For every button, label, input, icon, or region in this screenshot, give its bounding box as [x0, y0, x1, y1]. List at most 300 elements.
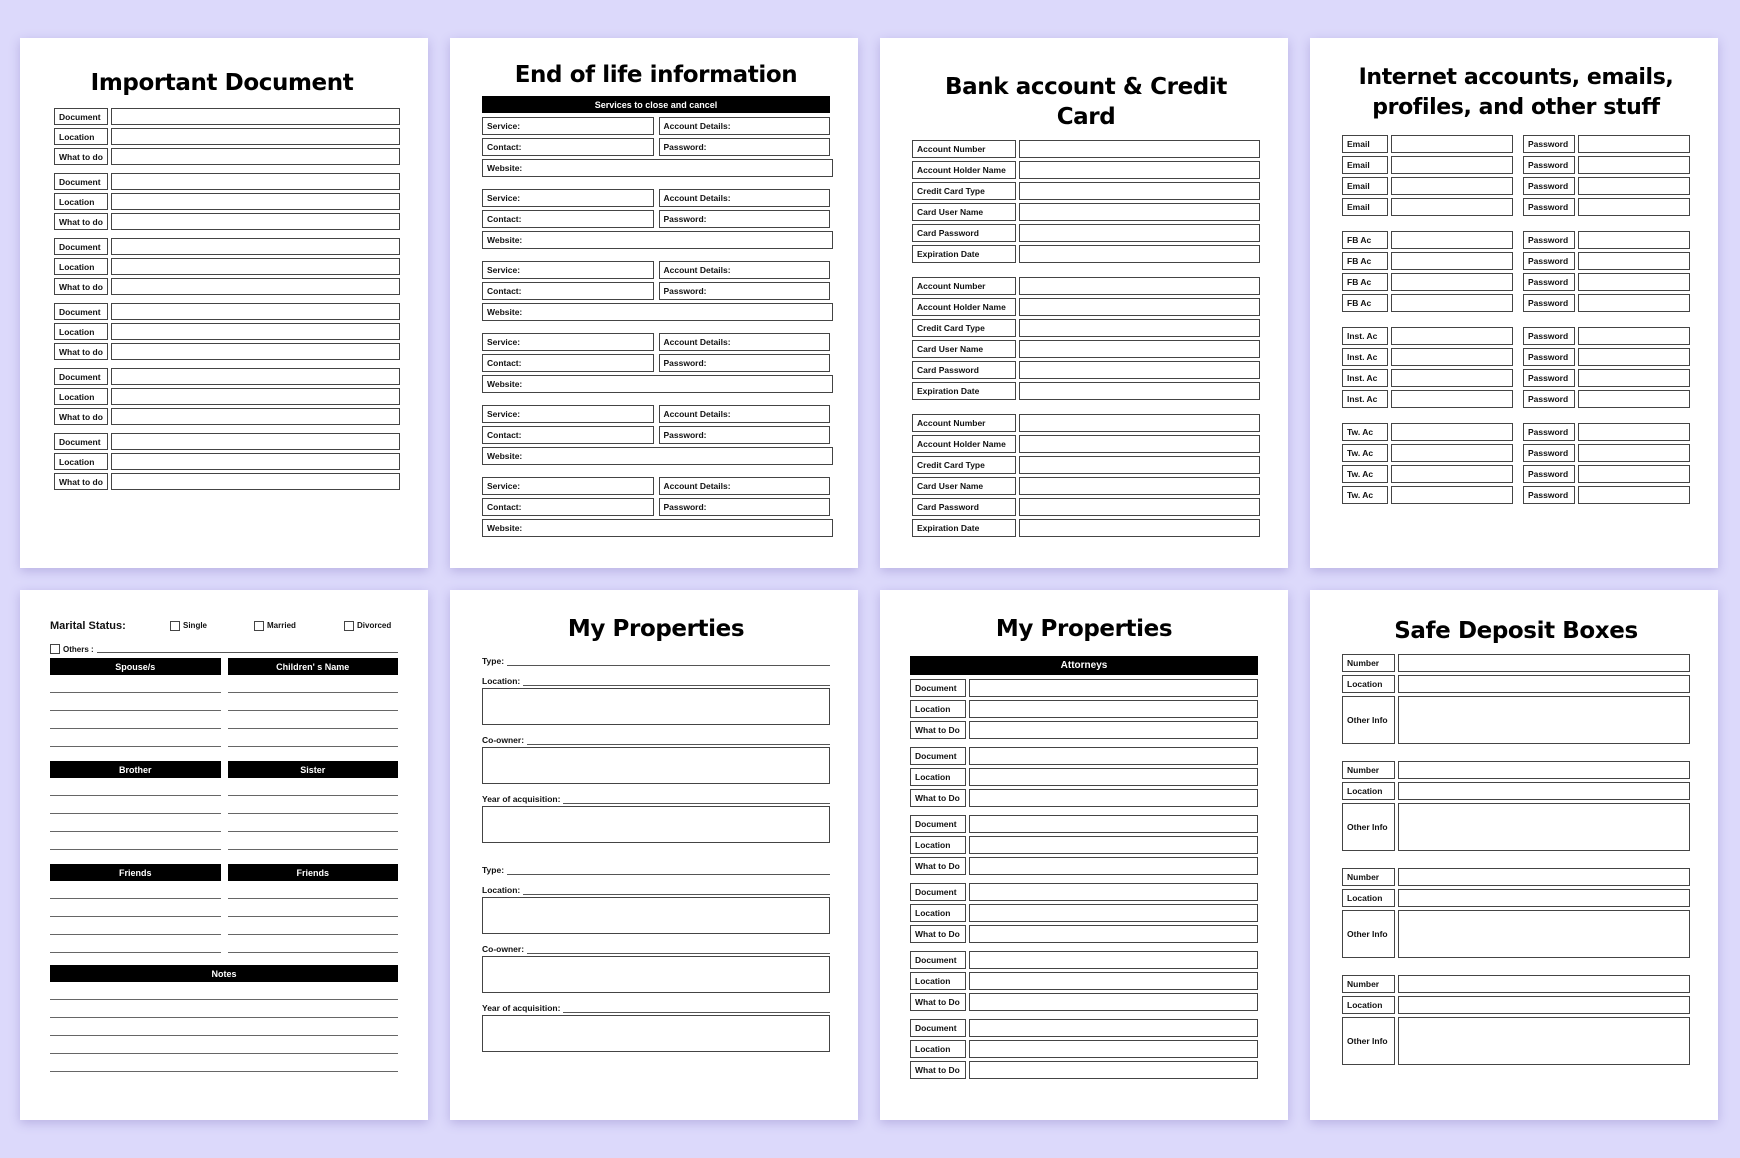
- account-group: [1342, 423, 1690, 504]
- form-row: [910, 883, 1258, 901]
- co-owner-field-label: Co-owner:: [482, 944, 830, 954]
- password-input[interactable]: [1578, 444, 1690, 462]
- field-input[interactable]: [1019, 203, 1260, 221]
- form-row: [482, 210, 830, 228]
- field-input[interactable]: [111, 368, 400, 385]
- account-input[interactable]: [1391, 231, 1513, 249]
- form-row: [54, 388, 400, 405]
- property-group: [482, 656, 830, 843]
- field-input[interactable]: [111, 213, 400, 230]
- service-field: Service:: [482, 405, 654, 423]
- form-row: [54, 408, 400, 425]
- password-input[interactable]: [1578, 156, 1690, 174]
- field-input[interactable]: [111, 278, 400, 295]
- year-of-acquisition-field[interactable]: [482, 1015, 830, 1052]
- field-input[interactable]: [969, 972, 1258, 990]
- single-checkbox[interactable]: [170, 621, 180, 631]
- account-input[interactable]: [1391, 348, 1513, 366]
- form-row: [1342, 198, 1690, 216]
- form-row: [912, 361, 1260, 379]
- field-input[interactable]: [111, 323, 400, 340]
- form-row: [54, 343, 400, 360]
- account-details-field: Account Details:: [659, 261, 831, 279]
- field-input[interactable]: [1019, 245, 1260, 263]
- services-header-bar: Services to close and cancel: [482, 96, 830, 113]
- password-input[interactable]: [1578, 390, 1690, 408]
- account-input[interactable]: [1391, 486, 1513, 504]
- form-row: [910, 768, 1258, 786]
- field-label: Account Holder Name: [912, 435, 1016, 453]
- form-row: [54, 173, 400, 190]
- location-input[interactable]: [1398, 675, 1690, 693]
- writing-line[interactable]: [228, 899, 399, 917]
- field-label: Card Password: [912, 498, 1016, 516]
- password-input[interactable]: [1578, 135, 1690, 153]
- form-row: [910, 789, 1258, 807]
- field-input[interactable]: [111, 303, 400, 320]
- writing-line[interactable]: [50, 729, 221, 747]
- form-row: [1342, 135, 1690, 153]
- field-input[interactable]: [111, 238, 400, 255]
- password-input[interactable]: [1578, 231, 1690, 249]
- form-row: [54, 368, 400, 385]
- field-input[interactable]: [969, 721, 1258, 739]
- contact-field: Contact:: [482, 210, 654, 228]
- writing-line[interactable]: [50, 693, 221, 711]
- field-input[interactable]: [969, 836, 1258, 854]
- service-field: Service:: [482, 261, 654, 279]
- account-input[interactable]: [1391, 444, 1513, 462]
- writing-line[interactable]: [50, 1036, 398, 1054]
- account-label: Tw. Ac: [1342, 444, 1388, 462]
- writing-line[interactable]: [228, 711, 399, 729]
- form-row: [912, 456, 1260, 474]
- contact-field: Contact:: [482, 426, 654, 444]
- form-row: [910, 972, 1258, 990]
- number-label: Number: [1342, 761, 1395, 779]
- document-group: [54, 108, 400, 165]
- field-input[interactable]: [969, 1061, 1258, 1079]
- account-group: [912, 140, 1260, 263]
- writing-line[interactable]: [50, 917, 221, 935]
- form-row: [912, 435, 1260, 453]
- page-safe-deposit: [1310, 590, 1718, 1120]
- page-family: [20, 590, 428, 1120]
- property-group: [482, 865, 830, 1052]
- form-row: [482, 333, 830, 351]
- location-input[interactable]: [1398, 782, 1690, 800]
- writing-line[interactable]: [228, 881, 399, 899]
- account-input[interactable]: [1391, 252, 1513, 270]
- writing-line[interactable]: [50, 1018, 398, 1036]
- field-input[interactable]: [969, 1040, 1258, 1058]
- password-input[interactable]: [1578, 273, 1690, 291]
- location-field[interactable]: [482, 688, 830, 725]
- section-header: Brother: [50, 761, 221, 778]
- field-input[interactable]: [1019, 298, 1260, 316]
- field-input[interactable]: [1019, 277, 1260, 295]
- field-input[interactable]: [1019, 519, 1260, 537]
- field-input[interactable]: [969, 883, 1258, 901]
- number-input[interactable]: [1398, 654, 1690, 672]
- form-row: [54, 453, 400, 470]
- field-label: What to do: [54, 343, 108, 360]
- field-input[interactable]: [1019, 319, 1260, 337]
- field-input[interactable]: [111, 388, 400, 405]
- field-input[interactable]: [969, 768, 1258, 786]
- form-row: [1342, 654, 1690, 672]
- list-column: [50, 864, 221, 953]
- field-input[interactable]: [1019, 477, 1260, 495]
- other-info-input[interactable]: [1398, 696, 1690, 744]
- account-label: Tw. Ac: [1342, 486, 1388, 504]
- account-group: [1342, 135, 1690, 216]
- list-section: [50, 864, 398, 953]
- form-row: [54, 108, 400, 125]
- form-row: [912, 140, 1260, 158]
- field-label: Document: [910, 679, 966, 697]
- document-group: [54, 303, 400, 360]
- field-input[interactable]: [111, 148, 400, 165]
- field-input[interactable]: [111, 433, 400, 450]
- form-row: [912, 224, 1260, 242]
- field-label: Location: [54, 323, 108, 340]
- password-input[interactable]: [1578, 252, 1690, 270]
- password-input[interactable]: [1578, 369, 1690, 387]
- password-input[interactable]: [1578, 486, 1690, 504]
- writing-line[interactable]: [50, 935, 221, 953]
- field-label: What to do: [54, 278, 108, 295]
- document-form: [54, 108, 400, 490]
- account-label: Inst. Ac: [1342, 348, 1388, 366]
- field-input[interactable]: [1019, 140, 1260, 158]
- password-label: Password: [1523, 369, 1575, 387]
- field-input[interactable]: [111, 258, 400, 275]
- location-field[interactable]: [482, 897, 830, 934]
- field-label: Document: [54, 108, 108, 125]
- writing-line[interactable]: [50, 796, 221, 814]
- single-option[interactable]: Single: [170, 621, 254, 631]
- form-row: [1342, 177, 1690, 195]
- services-form: [482, 117, 830, 537]
- form-row: [54, 433, 400, 450]
- website-field: Website:: [482, 231, 833, 249]
- account-label: FB Ac: [1342, 294, 1388, 312]
- form-row: [1342, 252, 1690, 270]
- field-input[interactable]: [1019, 382, 1260, 400]
- other-info-input[interactable]: [1398, 910, 1690, 958]
- password-label: Password: [1523, 390, 1575, 408]
- other-info-input[interactable]: [1398, 803, 1690, 851]
- form-row: [482, 426, 830, 444]
- password-label: Password: [1523, 135, 1575, 153]
- account-input[interactable]: [1391, 390, 1513, 408]
- account-input[interactable]: [1391, 369, 1513, 387]
- writing-line[interactable]: [50, 814, 221, 832]
- service-field: Service:: [482, 189, 654, 207]
- contact-field: Contact:: [482, 354, 654, 372]
- account-input[interactable]: [1391, 423, 1513, 441]
- account-input[interactable]: [1391, 177, 1513, 195]
- password-label: Password: [1523, 465, 1575, 483]
- field-input[interactable]: [969, 789, 1258, 807]
- field-label: Document: [910, 815, 966, 833]
- number-input[interactable]: [1398, 761, 1690, 779]
- form-row: [1342, 975, 1690, 993]
- writing-line[interactable]: [50, 1000, 398, 1018]
- service-group: [482, 117, 830, 177]
- page-title: Safe Deposit Boxes: [1394, 618, 1638, 644]
- password-label: Password: [1523, 177, 1575, 195]
- service-field: Service:: [482, 117, 654, 135]
- account-details-field: Account Details:: [659, 189, 831, 207]
- password-input[interactable]: [1578, 348, 1690, 366]
- form-row: [1342, 486, 1690, 504]
- list-column: [228, 864, 399, 953]
- type-field[interactable]: Type:: [482, 865, 830, 875]
- writing-line[interactable]: [50, 711, 221, 729]
- field-input[interactable]: [111, 453, 400, 470]
- field-input[interactable]: [111, 173, 400, 190]
- field-input[interactable]: [1019, 224, 1260, 242]
- service-group: [482, 477, 830, 537]
- field-input[interactable]: [969, 747, 1258, 765]
- field-input[interactable]: [1019, 435, 1260, 453]
- writing-line[interactable]: [50, 778, 221, 796]
- account-input[interactable]: [1391, 156, 1513, 174]
- password-input[interactable]: [1578, 294, 1690, 312]
- form-row: [910, 747, 1258, 765]
- location-field-label: Location:: [482, 885, 830, 895]
- type-field[interactable]: Type:: [482, 656, 830, 666]
- password-input[interactable]: [1578, 177, 1690, 195]
- page-title: My Properties: [567, 616, 745, 642]
- password-input[interactable]: [1578, 198, 1690, 216]
- password-input[interactable]: [1578, 465, 1690, 483]
- writing-line[interactable]: [50, 1054, 398, 1072]
- account-input[interactable]: [1391, 273, 1513, 291]
- field-label: Location: [54, 193, 108, 210]
- form-row: [910, 951, 1258, 969]
- others-row: [50, 644, 398, 654]
- field-input[interactable]: [111, 473, 400, 490]
- account-input[interactable]: [1391, 294, 1513, 312]
- page-my-properties-2: [880, 590, 1288, 1120]
- deposit-box-group: [1342, 975, 1690, 1065]
- website-field: Website:: [482, 519, 833, 537]
- year-of-acquisition-field[interactable]: [482, 806, 830, 843]
- field-input[interactable]: [969, 815, 1258, 833]
- account-label: Email: [1342, 177, 1388, 195]
- page-title: [1342, 63, 1690, 123]
- writing-line[interactable]: [228, 675, 399, 693]
- password-field: Password:: [659, 210, 831, 228]
- form-row: [482, 498, 830, 516]
- account-details-field: Account Details:: [659, 117, 831, 135]
- field-label: Location: [910, 904, 966, 922]
- location-input[interactable]: [1398, 889, 1690, 907]
- field-input[interactable]: [111, 343, 400, 360]
- field-label: Document: [54, 173, 108, 190]
- writing-line[interactable]: [228, 693, 399, 711]
- accounts-form: [1342, 135, 1690, 504]
- co-owner-field-label: Co-owner:: [482, 735, 830, 745]
- form-row: [1342, 348, 1690, 366]
- page-my-properties-1: [450, 590, 858, 1120]
- attorney-group: [910, 747, 1258, 807]
- location-label: Location: [1342, 996, 1395, 1014]
- password-label: Password: [1523, 486, 1575, 504]
- form-row: [912, 340, 1260, 358]
- co-owner-field[interactable]: [482, 956, 830, 993]
- form-row: [1342, 803, 1690, 851]
- writing-line[interactable]: [228, 814, 399, 832]
- year-of-acquisition-field-label: Year of acquisition:: [482, 794, 830, 804]
- other-info-label: Other Info: [1342, 910, 1395, 958]
- page-title: Important Document: [90, 70, 354, 96]
- writing-line[interactable]: [228, 917, 399, 935]
- field-input[interactable]: [969, 679, 1258, 697]
- form-row: [910, 993, 1258, 1011]
- form-row: [1342, 996, 1690, 1014]
- co-owner-field[interactable]: [482, 747, 830, 784]
- writing-line[interactable]: [228, 729, 399, 747]
- field-input[interactable]: [1019, 182, 1260, 200]
- field-label: Account Holder Name: [912, 298, 1016, 316]
- writing-line[interactable]: [50, 982, 398, 1000]
- service-group: [482, 333, 830, 393]
- other-info-input[interactable]: [1398, 1017, 1690, 1065]
- field-label: Document: [910, 951, 966, 969]
- writing-line[interactable]: [228, 935, 399, 953]
- password-field: Password:: [659, 282, 831, 300]
- field-input[interactable]: [111, 128, 400, 145]
- list-section: [50, 658, 398, 747]
- form-row: [910, 1040, 1258, 1058]
- account-input[interactable]: [1391, 327, 1513, 345]
- form-row: [1342, 868, 1690, 886]
- field-input[interactable]: [1019, 361, 1260, 379]
- form-row: [912, 203, 1260, 221]
- writing-line[interactable]: [228, 778, 399, 796]
- form-row: [912, 161, 1260, 179]
- field-label: What to do: [54, 408, 108, 425]
- password-label: Password: [1523, 198, 1575, 216]
- form-row: [912, 182, 1260, 200]
- password-field: Password:: [659, 498, 831, 516]
- writing-line[interactable]: [228, 832, 399, 850]
- field-input[interactable]: [111, 193, 400, 210]
- writing-line[interactable]: [50, 899, 221, 917]
- location-label: Location: [1342, 782, 1395, 800]
- field-input[interactable]: [1019, 340, 1260, 358]
- website-field: Website:: [482, 303, 833, 321]
- form-row: [910, 836, 1258, 854]
- section-header: Sister: [228, 761, 399, 778]
- field-label: Expiration Date: [912, 519, 1016, 537]
- form-row: [912, 245, 1260, 263]
- form-row: [54, 303, 400, 320]
- divorced-option[interactable]: Divorced: [344, 621, 391, 631]
- field-input[interactable]: [969, 993, 1258, 1011]
- year-of-acquisition-field-label: Year of acquisition:: [482, 1003, 830, 1013]
- account-input[interactable]: [1391, 198, 1513, 216]
- field-label: Document: [54, 368, 108, 385]
- field-label: Document: [910, 747, 966, 765]
- field-input[interactable]: [969, 857, 1258, 875]
- account-group: [1342, 327, 1690, 408]
- field-input[interactable]: [969, 904, 1258, 922]
- field-input[interactable]: [969, 1019, 1258, 1037]
- writing-line[interactable]: [50, 881, 221, 899]
- writing-line[interactable]: [228, 796, 399, 814]
- page-title: My Properties: [995, 616, 1173, 642]
- service-group: [482, 261, 830, 321]
- location-input[interactable]: [1398, 996, 1690, 1014]
- field-input[interactable]: [1019, 414, 1260, 432]
- website-field: Website:: [482, 375, 833, 393]
- other-info-label: Other Info: [1342, 803, 1395, 851]
- password-field: Password:: [659, 354, 831, 372]
- others-checkbox[interactable]: [50, 644, 60, 654]
- form-row: [482, 282, 830, 300]
- form-row: [1342, 675, 1690, 693]
- form-row: [910, 679, 1258, 697]
- field-label: Account Number: [912, 277, 1016, 295]
- field-input[interactable]: [969, 951, 1258, 969]
- password-label: Password: [1523, 348, 1575, 366]
- field-label: Account Number: [912, 414, 1016, 432]
- field-input[interactable]: [1019, 161, 1260, 179]
- account-input[interactable]: [1391, 135, 1513, 153]
- field-label: Document: [910, 883, 966, 901]
- form-row: [910, 721, 1258, 739]
- field-label: What to Do: [910, 993, 966, 1011]
- bank-form: [912, 140, 1260, 537]
- field-input[interactable]: [1019, 498, 1260, 516]
- password-input[interactable]: [1578, 423, 1690, 441]
- field-input[interactable]: [111, 408, 400, 425]
- field-label: What to do: [54, 213, 108, 230]
- field-input[interactable]: [969, 925, 1258, 943]
- account-label: Inst. Ac: [1342, 369, 1388, 387]
- account-input[interactable]: [1391, 465, 1513, 483]
- field-input[interactable]: [1019, 456, 1260, 474]
- attorney-group: [910, 815, 1258, 875]
- location-label: Location: [1342, 889, 1395, 907]
- number-input[interactable]: [1398, 975, 1690, 993]
- married-checkbox[interactable]: [254, 621, 264, 631]
- family-form: [50, 658, 398, 1072]
- writing-line[interactable]: [50, 832, 221, 850]
- divorced-checkbox[interactable]: [344, 621, 354, 631]
- page-title: Bank account & Credit Card: [945, 74, 1227, 130]
- page-internet-accounts: [1310, 38, 1718, 568]
- password-input[interactable]: [1578, 327, 1690, 345]
- document-group: [54, 238, 400, 295]
- attorneys-header-bar: Attorneys: [910, 656, 1258, 675]
- form-row: [1342, 294, 1690, 312]
- form-row: [1342, 327, 1690, 345]
- field-input[interactable]: [969, 700, 1258, 718]
- field-input[interactable]: [111, 108, 400, 125]
- service-field: Service:: [482, 333, 654, 351]
- married-option[interactable]: Married: [254, 621, 344, 631]
- writing-line[interactable]: [50, 675, 221, 693]
- number-input[interactable]: [1398, 868, 1690, 886]
- form-row: [482, 477, 830, 495]
- attorney-group: [910, 951, 1258, 1011]
